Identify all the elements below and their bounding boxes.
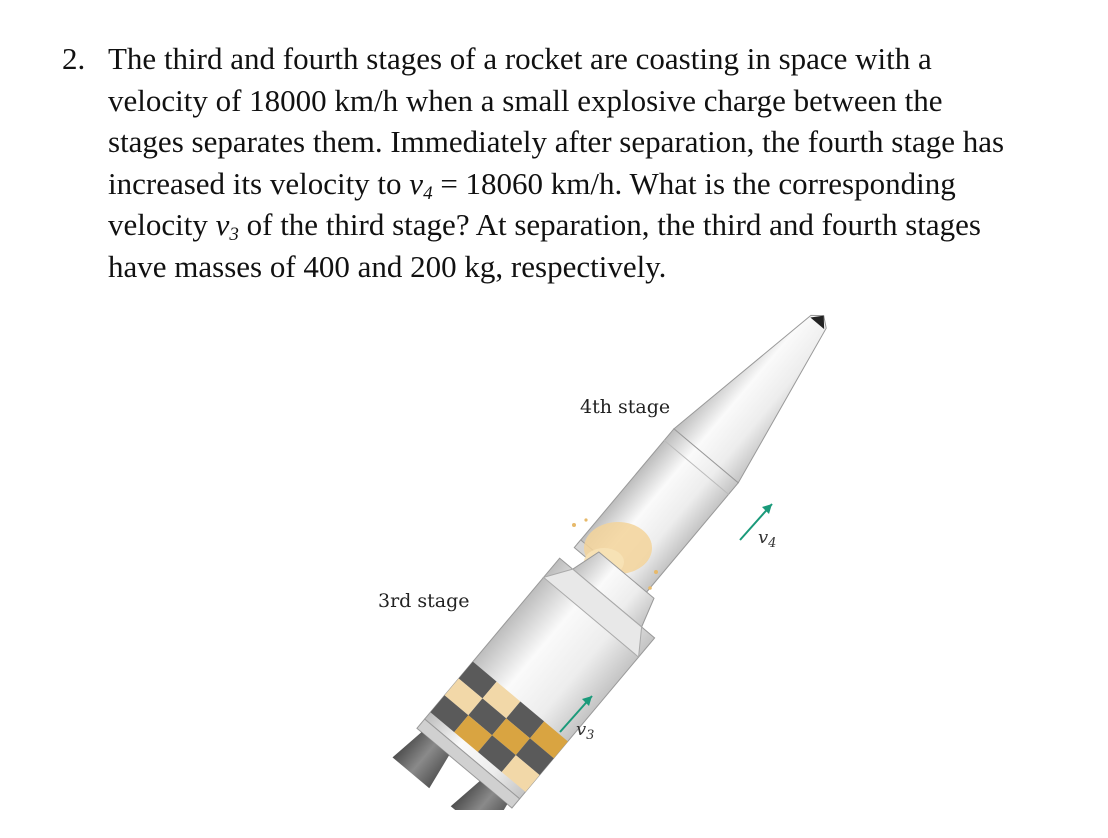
v4-label: $v_4$ bbox=[758, 527, 777, 551]
line5-text-a: velocity bbox=[108, 207, 216, 242]
v4-symbol: v bbox=[409, 165, 424, 201]
problem-line-4 bbox=[108, 163, 1092, 205]
label-3rd-stage: 3rd stage bbox=[378, 590, 470, 612]
problem-line-6: have masses of 400 and 200 kg, respectively. bbox=[108, 248, 667, 284]
problem-text bbox=[108, 38, 1092, 287]
rocket-figure bbox=[360, 300, 860, 810]
v3-symbol: v bbox=[215, 207, 230, 242]
problem-line-5 bbox=[108, 204, 1092, 246]
problem-number: 2. bbox=[62, 41, 86, 76]
line4-text-b: = 18060 km/h. What is the corresponding bbox=[432, 165, 956, 201]
rocket-illustration bbox=[360, 300, 860, 810]
line4-text-a: increased its velocity to bbox=[108, 165, 410, 201]
label-4th-stage: 4th stage bbox=[580, 396, 671, 418]
problem-statement bbox=[62, 38, 1092, 287]
v3-label: $v_3$ bbox=[576, 719, 595, 743]
line5-text-b: of the third stage? At separation, the third and fourth stages bbox=[238, 207, 981, 242]
problem-line-3: stages separates them. Immediately after separation, the fourth stage has bbox=[108, 124, 1005, 159]
problem-line-1: The third and fourth stages of a rocket are coasting in space with a bbox=[108, 41, 932, 76]
problem-line-2: velocity of 18000 km/h when a small explosive charge between the bbox=[108, 82, 943, 118]
v3-subscript: 3 bbox=[229, 224, 239, 245]
v4-subscript: 4 bbox=[423, 182, 433, 204]
